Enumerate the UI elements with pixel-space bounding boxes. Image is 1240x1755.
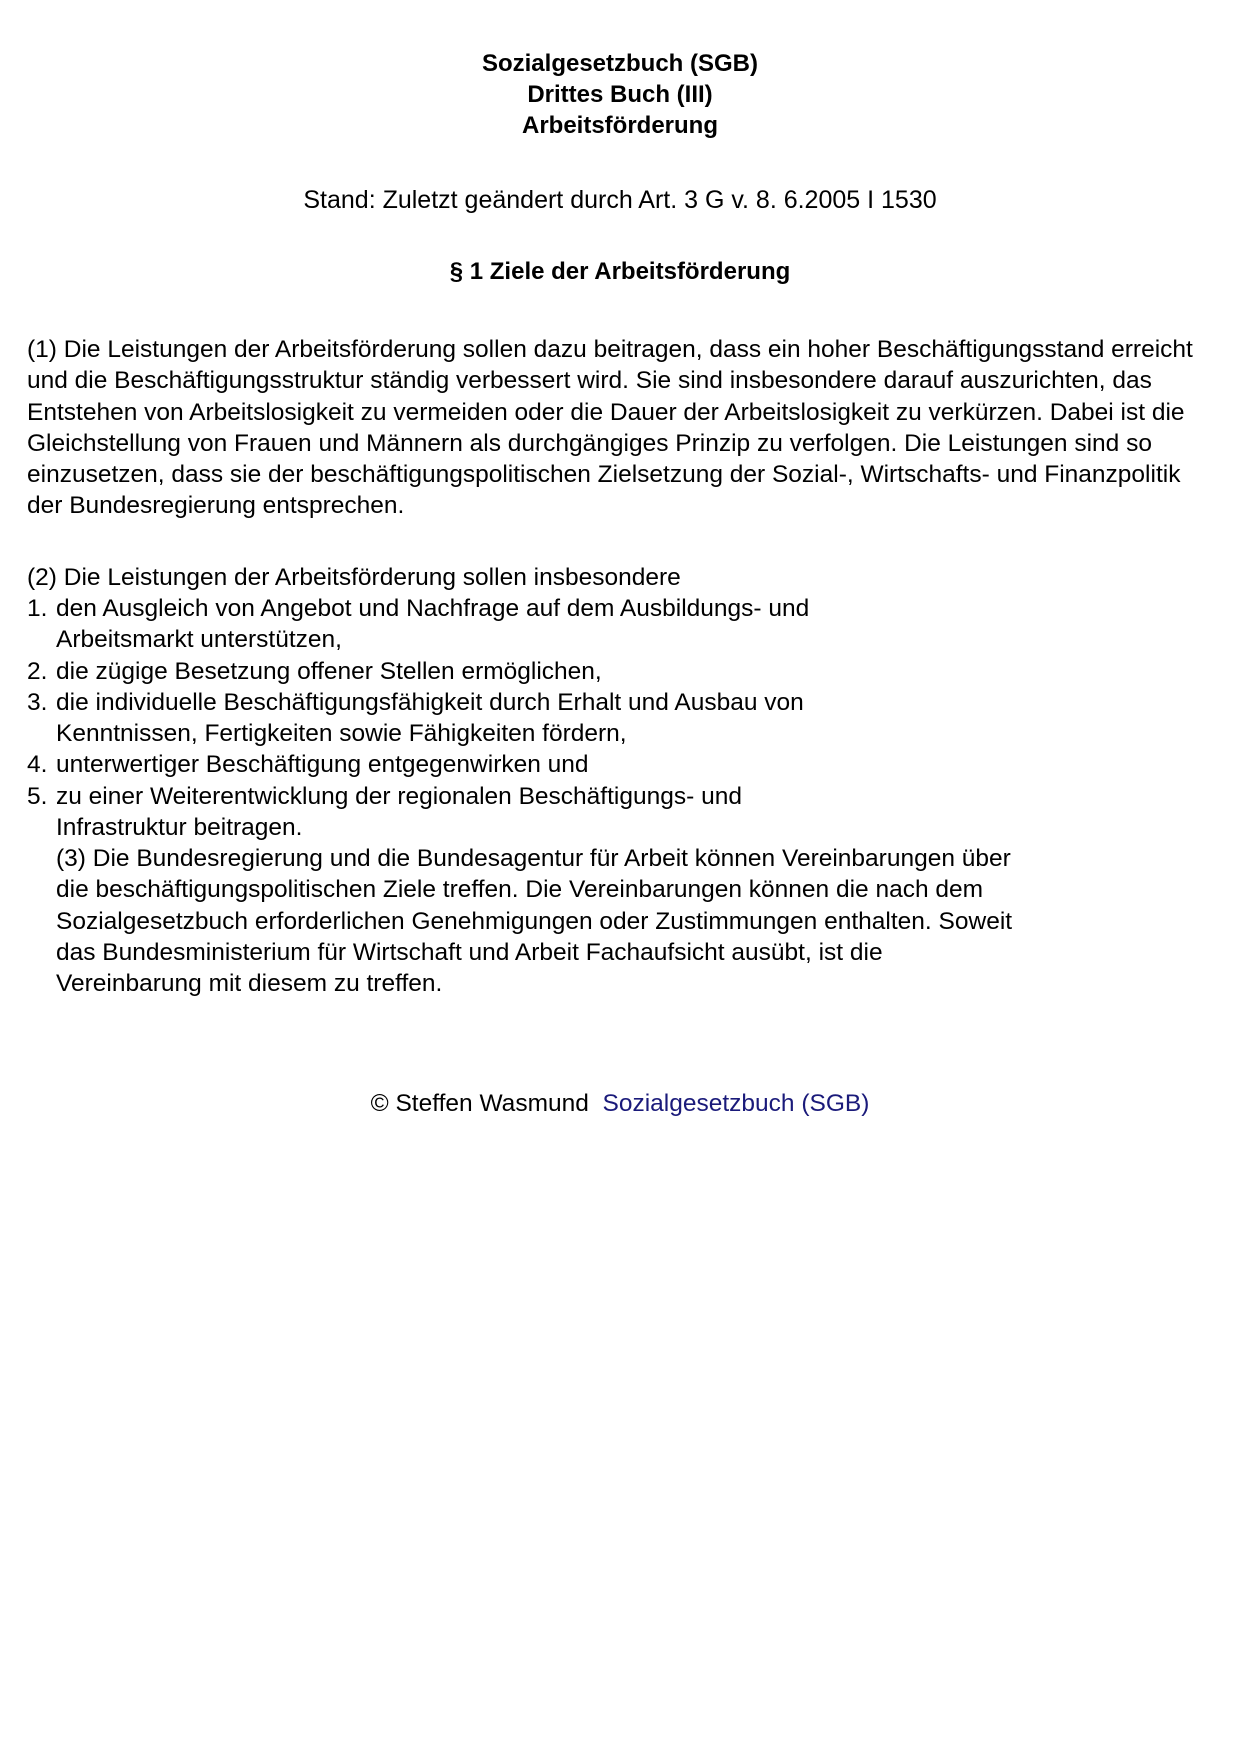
document-header bbox=[0, 48, 1240, 141]
paragraph-1: (1) Die Leistungen der Arbeitsförderung sollen dazu beitragen, dass ein hoher Beschäftigungsstand erreicht und die Beschäftigungsstruktur ständig verbessert wird. Sie sind insbesondere darauf auszurichten, das Entstehen von Arbeitslosigkeit zu vermeiden oder die Dauer der Arbeitslosigkeit zu verkürzen. Dabei ist die Gleichstellung von Frauen und Männern als durchgängiges Prinzip zu verfolgen. Die Leistungen sind so einzusetzen, dass sie der beschäftigungspolitischen Zielsetzung der Sozial-, Wirtschafts- und Finanzpolitik der Bundesregierung entsprechen. bbox=[27, 336, 1193, 520]
list-item-number: 1. bbox=[27, 595, 48, 622]
list-item-number: 4. bbox=[27, 751, 48, 779]
header-subject: Arbeitsförderung bbox=[521, 112, 718, 139]
list-item-number: 3. bbox=[27, 688, 48, 716]
list-item-text: die individuelle Beschäftigungsfähigkeit durch Erhalt und Ausbau von Kenntnissen, Fertigkeiten sowie Fähigkeiten fördern, bbox=[56, 688, 804, 748]
list-item-text: den Ausgleich von Angebot und Nachfrage auf dem Ausbildungs- und Arbeitsmarkt unterstützen, bbox=[56, 595, 810, 654]
header-title: Sozialgesetzbuch (SGB) bbox=[481, 50, 759, 77]
list-item bbox=[27, 687, 826, 750]
document-footer bbox=[0, 1088, 1240, 1119]
list-item bbox=[27, 781, 776, 844]
list-item bbox=[27, 656, 1127, 687]
list-item-number: 2. bbox=[27, 657, 48, 685]
sgb-link[interactable]: Sozialgesetzbuch (SGB) bbox=[602, 1090, 870, 1117]
goals-list bbox=[27, 593, 1127, 843]
paragraph-3: (3) Die Bundesregierung und die Bundesagentur für Arbeit können Vereinbarungen über die beschäftigungspolitischen Ziele treffen. Die Vereinbarungen können die nach dem Sozialgesetzbuch erforderlichen Genehmigungen oder Zustimmungen enthalten. Soweit das Bundesministerium für Wirtschaft und Arbeit Fachaufsicht ausübt, ist die Vereinbarung mit diesem zu treffen. bbox=[56, 845, 1013, 998]
list-item bbox=[27, 593, 836, 656]
header-book: Drittes Buch (III) bbox=[527, 81, 713, 108]
copyright-text: © Steffen Wasmund bbox=[370, 1090, 589, 1117]
list-item bbox=[27, 749, 1127, 780]
list-item-text: die zügige Besetzung offener Stellen ermöglichen, bbox=[56, 657, 602, 685]
section-title: § 1 Ziele der Arbeitsförderung bbox=[449, 258, 791, 285]
list-item-text: zu einer Weiterentwicklung der regionalen Beschäftigungs- und Infrastruktur beitragen. bbox=[56, 782, 742, 842]
list-item-text: unterwertiger Beschäftigung entgegenwirken und bbox=[56, 751, 589, 779]
list-item-number: 5. bbox=[27, 782, 48, 810]
status-line: Stand: Zuletzt geändert durch Art. 3 G v. 8. 6.2005 I 1530 bbox=[303, 186, 937, 214]
paragraph-2-intro: (2) Die Leistungen der Arbeitsförderung sollen insbesondere bbox=[27, 564, 681, 591]
